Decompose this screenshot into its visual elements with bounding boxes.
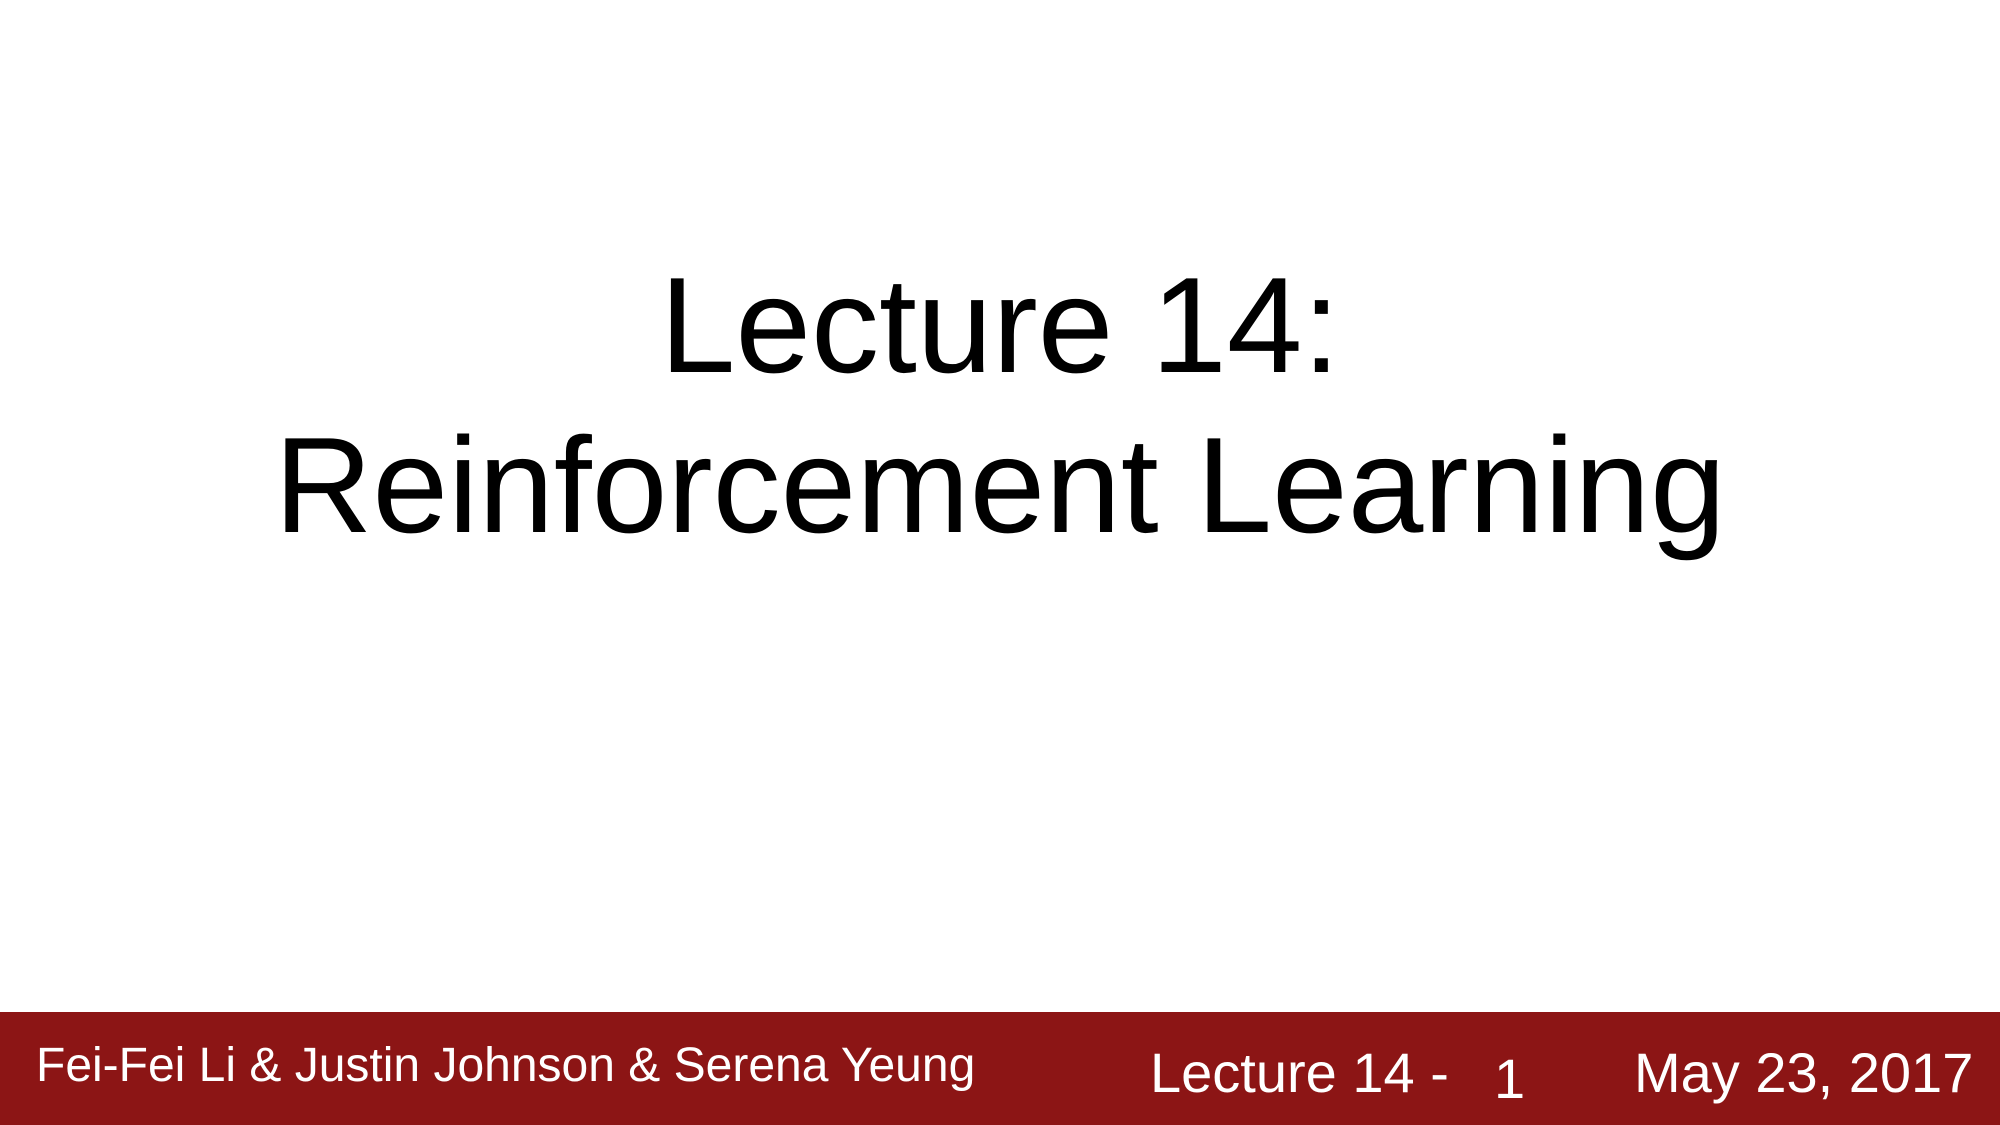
footer-lecture-label: Lecture 14 -	[1150, 1041, 1449, 1104]
footer-date: May 23, 2017	[1634, 1041, 1974, 1104]
slide-footer	[0, 1012, 2000, 1125]
footer-authors: Fei-Fei Li & Justin Johnson & Serena Yeung	[36, 1039, 976, 1092]
slide-title-line-1: Lecture 14:	[659, 249, 1341, 401]
slide-title-line-2: Reinforcement Learning	[274, 409, 1726, 561]
footer-page-number: 1	[1494, 1047, 1526, 1110]
